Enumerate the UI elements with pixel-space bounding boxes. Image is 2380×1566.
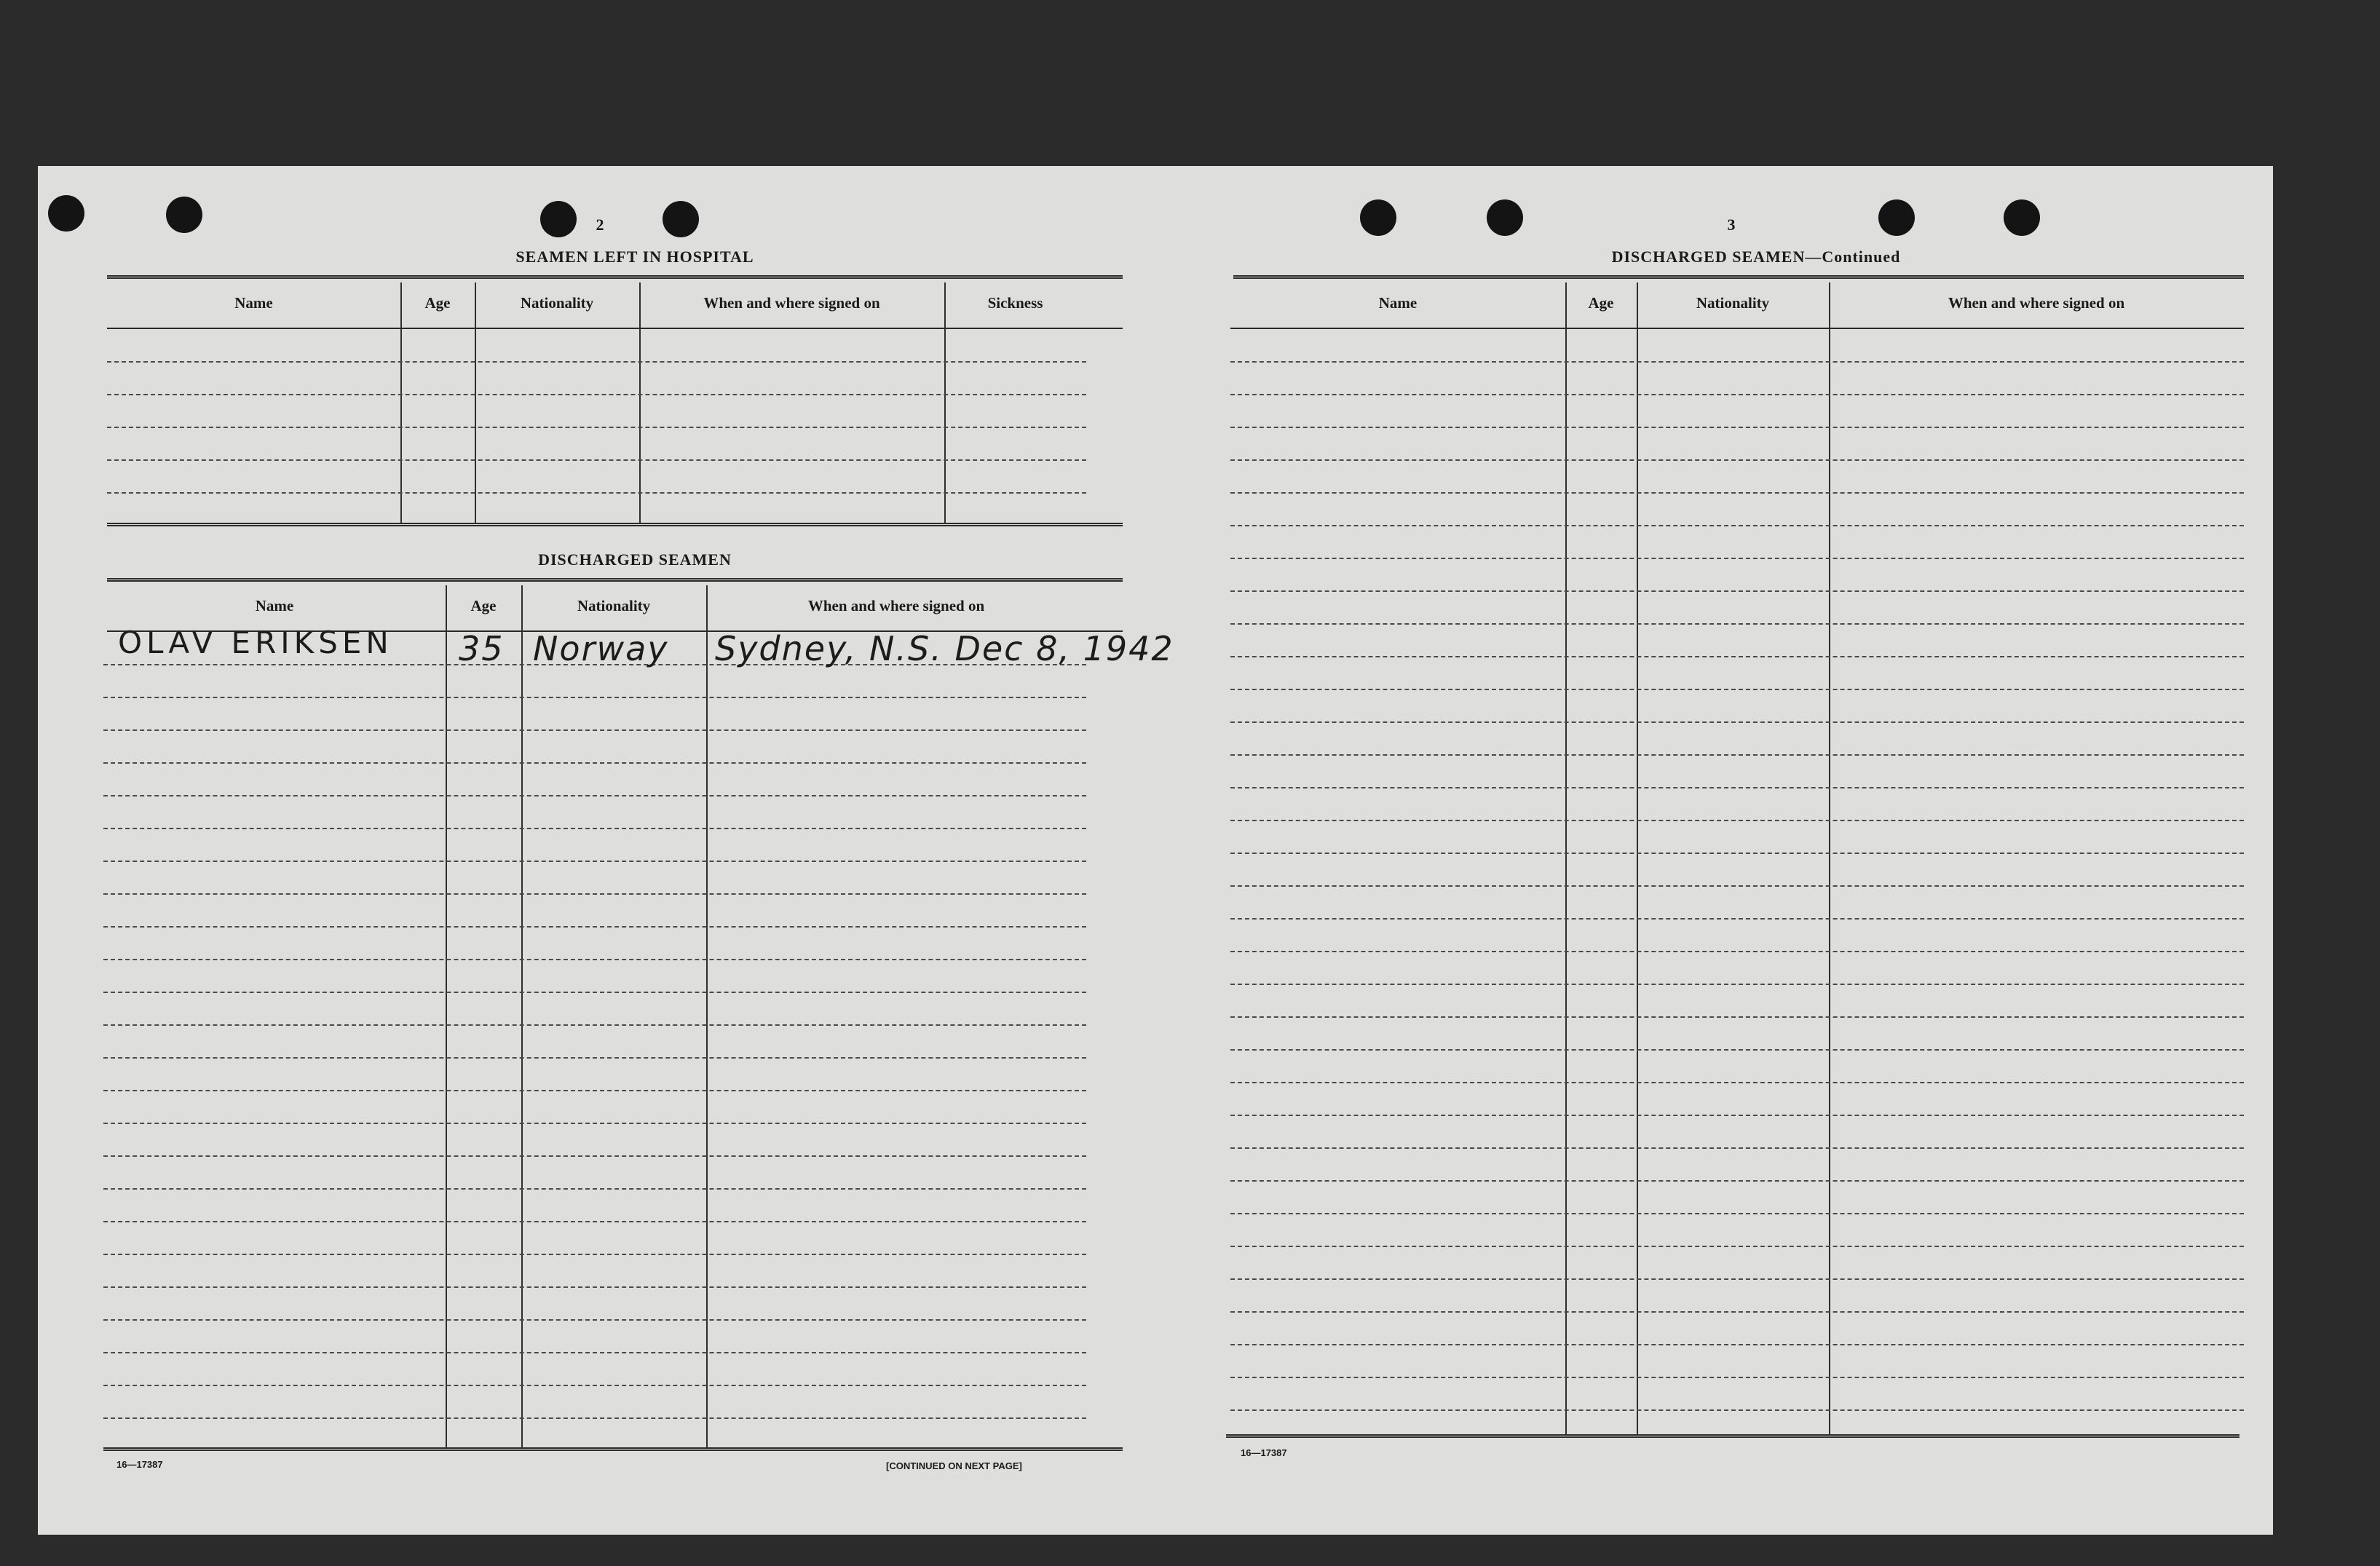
punch-hole	[48, 195, 84, 232]
form-number: 16—17387	[1241, 1447, 1287, 1458]
header-rule	[1230, 328, 2244, 329]
row-line	[107, 361, 1086, 363]
row-line	[1230, 853, 2244, 854]
row-line	[107, 459, 1086, 461]
column-header: When and where signed on	[807, 597, 985, 614]
row-line	[103, 828, 1086, 829]
row-line	[1230, 721, 2244, 723]
row-line	[1230, 1016, 2244, 1018]
column-divider	[1829, 282, 1830, 1436]
column-divider	[944, 282, 946, 524]
column-header: Name	[1378, 294, 1418, 312]
punch-hole	[1878, 199, 1915, 236]
row-line	[1230, 689, 2244, 690]
row-line	[1230, 1213, 2244, 1214]
column-header: Sickness	[987, 294, 1043, 312]
column-header: Nationality	[577, 597, 651, 614]
column-divider	[639, 282, 641, 524]
continued-note: [CONTINUED ON NEXT PAGE]	[886, 1460, 1022, 1471]
row-line	[103, 1417, 1086, 1419]
column-header: When and where signed on	[1948, 294, 2125, 312]
discharged-section-title: DISCHARGED SEAMEN	[538, 550, 732, 569]
row-line	[1230, 394, 2244, 395]
entry-nationality: Norway	[533, 629, 669, 668]
row-line	[103, 1155, 1086, 1157]
row-line	[103, 959, 1086, 960]
row-line	[103, 1286, 1086, 1288]
section-rule	[1226, 1434, 2239, 1440]
row-line	[1230, 459, 2244, 461]
column-header: Name	[234, 294, 273, 312]
column-header: Age	[424, 294, 451, 312]
row-line	[103, 1024, 1086, 1026]
row-line	[1230, 427, 2244, 428]
row-line	[1230, 1082, 2244, 1083]
row-line	[1230, 820, 2244, 821]
punch-hole	[540, 201, 577, 237]
entry-signed-on: Sydney, N.S. Dec 8, 1942	[715, 629, 1174, 668]
row-line	[1230, 1344, 2244, 1345]
row-line	[107, 394, 1086, 395]
row-line	[1230, 918, 2244, 920]
column-header: Nationality	[520, 294, 594, 312]
row-line	[107, 492, 1086, 494]
section-rule	[1233, 275, 2244, 281]
row-line	[103, 992, 1086, 993]
section-rule	[107, 523, 1123, 529]
punch-hole	[1487, 199, 1523, 236]
section-rule	[107, 275, 1123, 281]
row-line	[1230, 492, 2244, 494]
row-line	[103, 1221, 1086, 1222]
row-line	[1230, 1311, 2244, 1313]
row-line	[103, 926, 1086, 928]
punch-hole	[2004, 199, 2040, 236]
header-rule	[107, 328, 1123, 329]
row-line	[103, 861, 1086, 862]
continued-section-title: DISCHARGED SEAMEN—Continued	[1611, 248, 1901, 266]
row-line	[1230, 558, 2244, 559]
row-line	[103, 795, 1086, 796]
row-line	[1230, 1377, 2244, 1378]
row-line	[103, 762, 1086, 764]
column-header: Age	[1588, 294, 1614, 312]
row-line	[103, 893, 1086, 895]
column-header: Age	[470, 597, 497, 614]
row-line	[1230, 1180, 2244, 1182]
punch-hole	[166, 197, 202, 233]
row-line	[1230, 525, 2244, 526]
column-header: When and where signed on	[703, 294, 880, 312]
row-line	[1230, 951, 2244, 952]
entry-age: 35	[459, 629, 505, 668]
row-line	[107, 427, 1086, 428]
row-line	[103, 1123, 1086, 1124]
document-sheet	[38, 166, 2273, 1535]
punch-hole	[663, 201, 699, 237]
form-number: 16—17387	[116, 1459, 163, 1470]
column-header: Nationality	[1696, 294, 1770, 312]
row-line	[1230, 984, 2244, 985]
hospital-section-title: SEAMEN LEFT IN HOSPITAL	[515, 248, 754, 266]
section-rule	[107, 578, 1123, 584]
column-divider	[1637, 282, 1638, 1436]
row-line	[103, 1319, 1086, 1321]
row-line	[1230, 623, 2244, 625]
row-line	[103, 1188, 1086, 1190]
row-line	[103, 1057, 1086, 1059]
row-line	[103, 697, 1086, 698]
row-line	[103, 1352, 1086, 1353]
row-line	[103, 729, 1086, 731]
column-divider	[475, 282, 476, 524]
section-rule	[103, 1447, 1123, 1453]
row-line	[1230, 885, 2244, 887]
row-line	[103, 1385, 1086, 1386]
page-number: 2	[596, 215, 604, 234]
row-line	[1230, 1147, 2244, 1149]
row-line	[1230, 1278, 2244, 1280]
row-line	[1230, 361, 2244, 363]
row-line	[1230, 1049, 2244, 1051]
punch-hole	[1360, 199, 1396, 236]
entry-name: OLAV ERIKSEN	[118, 625, 393, 660]
row-line	[1230, 787, 2244, 788]
row-line	[1230, 1115, 2244, 1116]
page-number: 3	[1727, 215, 1736, 234]
row-line	[1230, 590, 2244, 592]
row-line	[103, 1254, 1086, 1255]
column-divider	[400, 282, 402, 524]
column-header: Name	[255, 597, 294, 614]
row-line	[1230, 754, 2244, 756]
column-divider	[1565, 282, 1567, 1436]
row-line	[1230, 656, 2244, 657]
row-line	[1230, 1246, 2244, 1247]
row-line	[1230, 1409, 2244, 1411]
row-line	[103, 1090, 1086, 1091]
